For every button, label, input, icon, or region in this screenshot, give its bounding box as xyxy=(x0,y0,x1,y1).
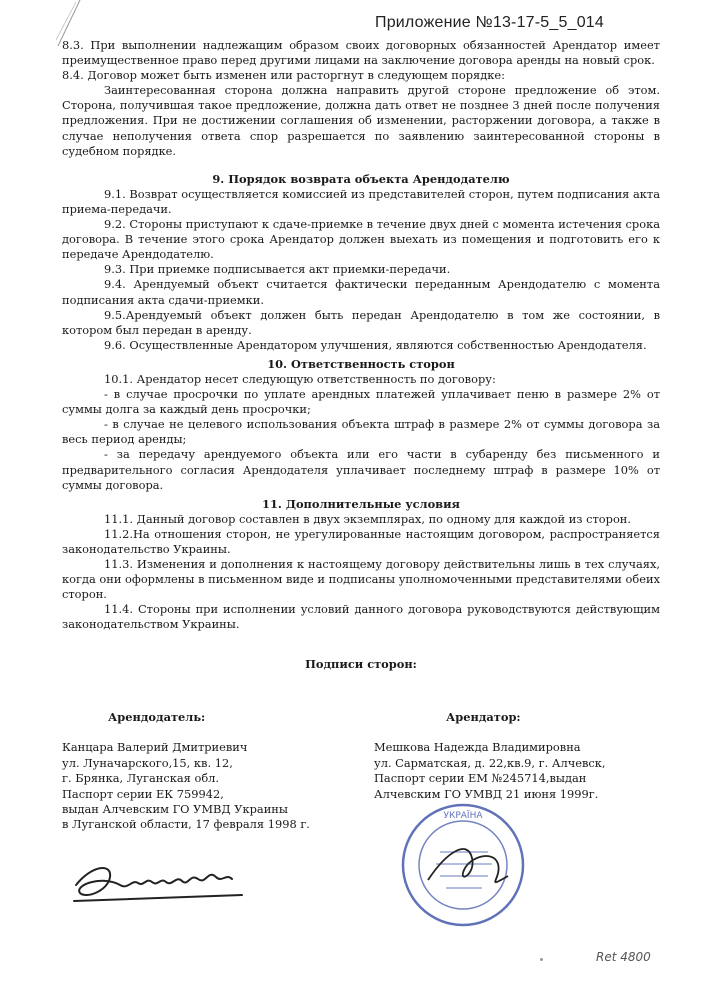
clause-10-1: 10.1. Арендатор несет следующую ответственность по договору: xyxy=(104,371,496,386)
contract-body xyxy=(62,38,660,672)
clause-11-1: 11.1. Данный договор составлен в двух экземплярах, по одному для каждой из сторон. xyxy=(104,511,632,526)
section-10-title: 10. Ответственность сторон xyxy=(267,356,455,371)
landlord-signature-icon xyxy=(72,855,252,910)
landlord-role: Арендодатель: xyxy=(108,710,206,724)
clause-9-3: 9.3. При приемке подписывается акт приемки-передачи. xyxy=(104,262,451,277)
clause-9-4: 9.4. Арендуемый объект считается фактически переданным Арендодателю с момента подписания акта сдачи-приемки. xyxy=(62,277,660,307)
clause-9-5: 9.5.Арендуемый объект должен быть передан Арендодателю в том же состоянии, в котором был передан в аренду. xyxy=(62,307,660,337)
tenant-block xyxy=(374,710,664,802)
clause-9-1: 9.1. Возврат осуществляется комиссией из представителей сторон, путем подписания акта приема-передачи. xyxy=(62,186,660,216)
landlord-street: ул. Луначарского,15, кв. 12, xyxy=(62,755,233,770)
annex-label: Приложение №13-17-5_5_014 xyxy=(375,14,604,31)
landlord-passport: Паспорт серии ЕК 759942, xyxy=(62,786,224,801)
signatures-title: Подписи сторон: xyxy=(305,656,417,671)
official-stamp-icon xyxy=(398,800,528,930)
clause-11-4: 11.4. Стороны при исполнении условий данного договора руководствуются действующим законодательством Украины. xyxy=(62,602,660,632)
landlord-city: г. Брянка, Луганская обл. xyxy=(62,771,220,786)
stamp-text: УКРАЇНА xyxy=(443,811,483,821)
tenant-role: Арендатор: xyxy=(446,710,521,724)
section-9-title: 9. Порядок возврата объекта Арендодателю xyxy=(212,171,510,186)
landlord-block xyxy=(62,710,362,833)
clause-11-3: 11.3. Изменения и дополнения к настоящему договору действительны лишь в тех случаях, когда они оформлены в письменном виде и подписаны уполномоченными представителями обеих сторон. xyxy=(62,557,660,602)
tenant-name: Мешкова Надежда Владимировна xyxy=(374,740,581,755)
landlord-issued-date: в Луганской области, 17 февраля 1998 г. xyxy=(62,817,310,832)
speck xyxy=(540,958,543,961)
clause-10-1-b: - в случае не целевого использования объекта штраф в размере 2% от суммы договора за весь период аренды; xyxy=(62,417,660,447)
clause-10-1-a: - в случае просрочки по уплате арендных платежей уплачивает пеню в размере 2% от суммы долга за каждый день просрочки; xyxy=(62,387,660,417)
landlord-issued: выдан Алчевским ГО УМВД Украины xyxy=(62,802,288,817)
tenant-street: ул. Сарматская, д. 22,кв.9, г. Алчевск, xyxy=(374,755,606,770)
clause-10-1-c: - за передачу арендуемого объекта или его части в субаренду без письменного и предварительного согласия Арендодателя уплачивает последнему штраф в размере 10% от суммы договора. xyxy=(62,447,660,492)
tenant-issued: Алчевским ГО УМВД 21 июня 1999г. xyxy=(374,786,599,801)
section-11-title: 11. Дополнительные условия xyxy=(262,496,460,511)
clause-8-3: 8.3. При выполнении надлежащим образом своих договорных обязанностей Арендатор имеет преимущественное право перед другими лицами на заключение договора аренды на новый срок. xyxy=(62,38,660,68)
clause-9-2: 9.2. Стороны приступают к сдаче-приемке в течение двух дней с момента истечения срока договора. В течение этого срока Арендатор должен выехать из помещения и подготовить его к передаче Арендодателю. xyxy=(62,217,660,262)
clause-9-6: 9.6. Осуществленные Арендатором улучшения, являются собственностью Арендодателя. xyxy=(104,337,647,352)
clause-8-4-text: Заинтересованная сторона должна направить другой стороне предложение об этом. Сторона, получившая такое предложение, должна дать ответ не позднее 3 дней после получения предложения. При не достижении соглашения об изменении, расторжении договора, а также в случае неполучения ответа спор разрешается по заявлению заинтересованной стороны в судебном порядке. xyxy=(62,83,660,158)
clause-8-4: 8.4. Договор может быть изменен или расторгнут в следующем порядке: xyxy=(62,68,505,83)
landlord-name: Канцара Валерий Дмитриевич xyxy=(62,740,248,755)
spacer xyxy=(62,633,660,657)
tenant-passport: Паспорт серии ЕМ №245714,выдан xyxy=(374,771,587,786)
clause-11-2: 11.2.На отношения сторон, не урегулированные настоящим договором, распространяется законодательство Украины. xyxy=(62,526,660,556)
handwritten-note: Ret 4800 xyxy=(596,950,651,964)
